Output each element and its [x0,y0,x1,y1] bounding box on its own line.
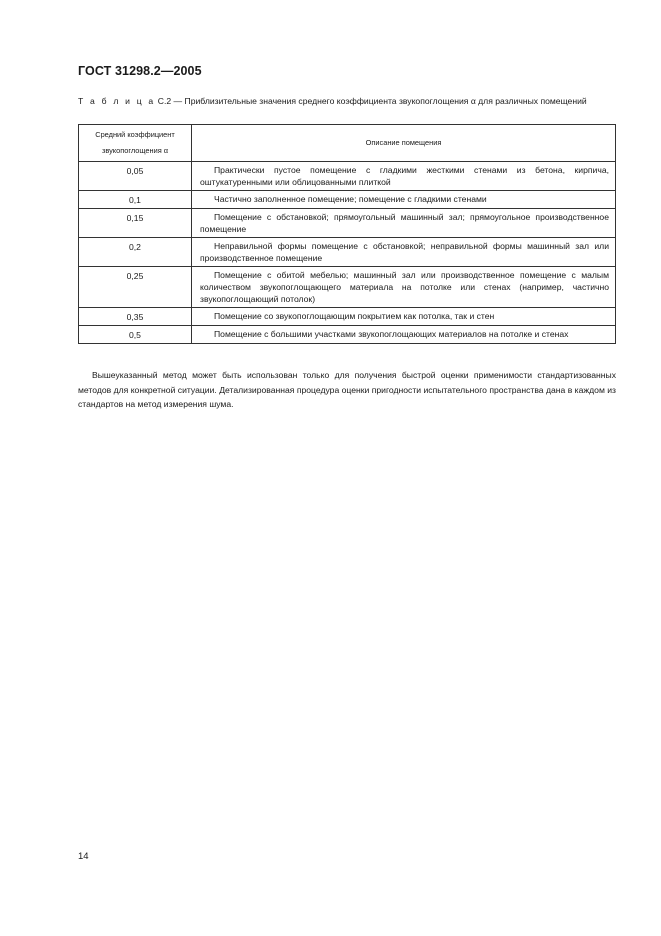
table-row [79,308,616,326]
document-header: ГОСТ 31298.2—2005 [78,64,202,78]
description-cell: Неправильной формы помещение с обстановкой; неправильной формы машинный зал или производственное помещение [192,238,616,267]
page-number: 14 [78,851,89,862]
coefficient-cell: 0,05 [79,162,192,191]
table-caption-text: С.2 — Приблизительные значения среднего коэффициента звукопоглощения α для различных помещений [155,96,587,106]
body-paragraph: Вышеуказанный метод может быть использован только для получения быстрой оценки применимости стандартизованных методов для конкретной ситуации. Детализированная процедура оценки пригодности испытательного пространства дана в каждом из стандартов на метод измерения шума. [78,370,616,409]
coefficient-cell: 0,2 [79,238,192,267]
coefficient-cell: 0,25 [79,267,192,308]
table-row [79,209,616,238]
coefficient-cell: 0,1 [79,191,192,209]
absorption-table [78,124,616,344]
table-header-row [79,125,616,162]
table-row [79,267,616,308]
coefficient-cell: 0,15 [79,209,192,238]
description-cell: Помещение со звукопоглощающим покрытием как потолка, так и стен [192,308,616,326]
description-cell: Помещение с обитой мебелью; машинный зал или производственное помещение с малым количеством звукопоглощающего материала на потолке или стенах (например, частично звукопоглощающий потолок) [192,267,616,308]
table-row [79,162,616,191]
coefficient-cell: 0,35 [79,308,192,326]
table-caption [78,95,616,107]
description-cell: Помещение с обстановкой; прямоугольный машинный зал; прямоугольное производственное помещение [192,209,616,238]
table-row [79,326,616,344]
table-caption-label: Т а б л и ц а [78,96,156,106]
table-row [79,238,616,267]
description-cell: Частично заполненное помещение; помещение с гладкими стенами [192,191,616,209]
col-header-coefficient: Средний коэффициент звукопоглощения α [79,125,192,162]
description-cell: Практически пустое помещение с гладкими жесткими стенами из бетона, кирпича, оштукатуренными или облицованными плиткой [192,162,616,191]
col-header-description: Описание помещения [192,125,616,162]
description-cell: Помещение с большими участками звукопоглощающих материалов на потолке и стенах [192,326,616,344]
coefficient-cell: 0,5 [79,326,192,344]
table-row [79,191,616,209]
